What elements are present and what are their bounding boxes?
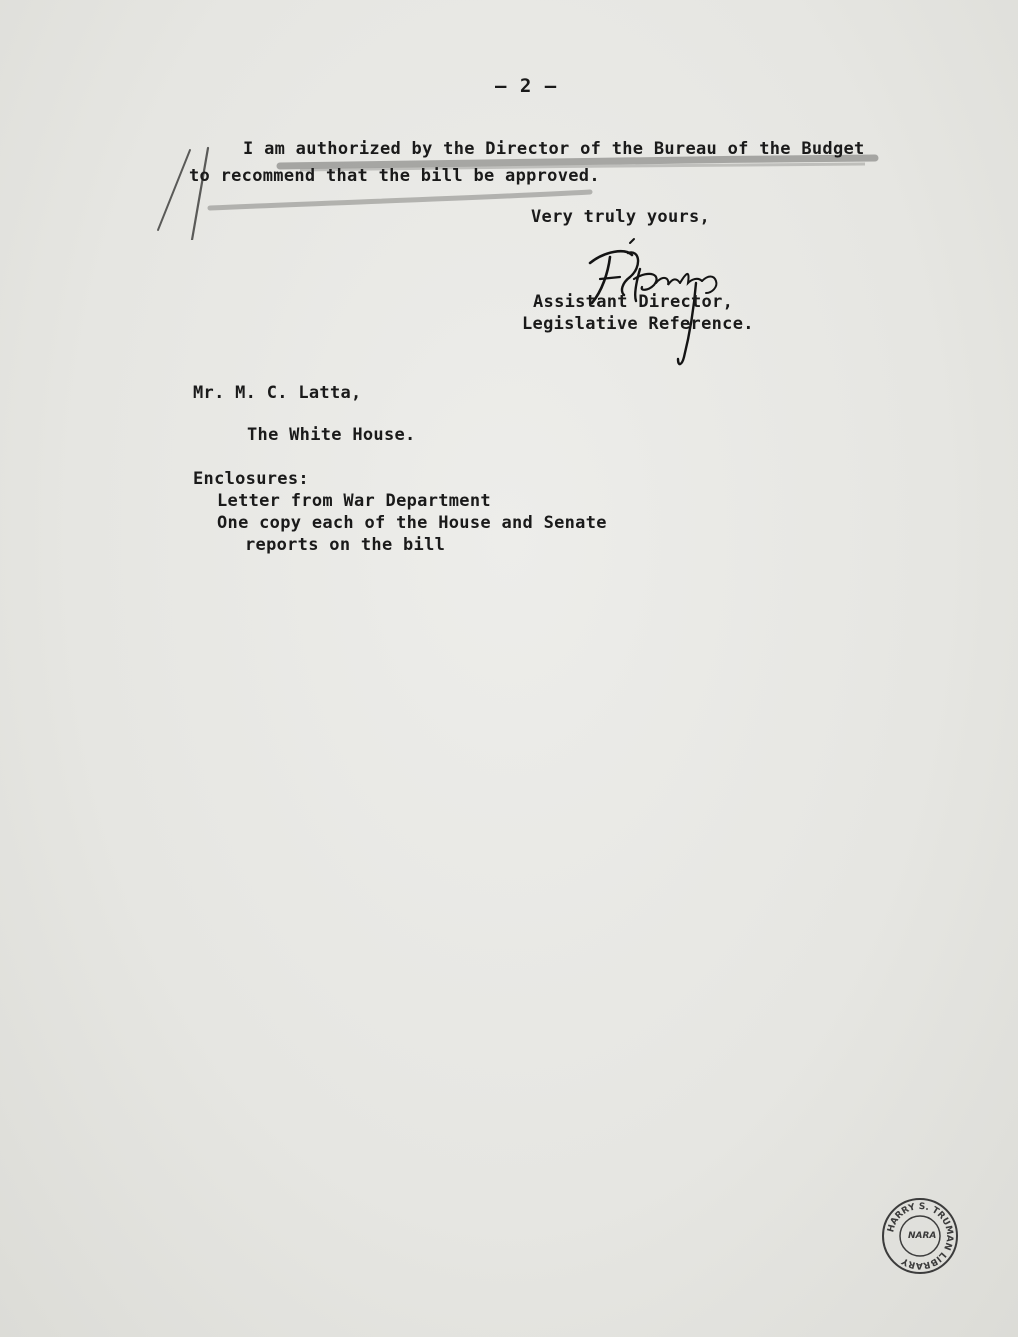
- body-line-1: I am authorized by the Director of the Bureau of the Budget: [243, 139, 865, 159]
- enclosure-item: Letter from War Department: [217, 491, 491, 511]
- enclosure-item: reports on the bill: [245, 535, 446, 555]
- enclosure-item: One copy each of the House and Senate: [217, 513, 607, 533]
- addressee-place: The White House.: [247, 425, 416, 445]
- signer-title-line-2: Legislative Reference.: [522, 314, 754, 334]
- enclosures-heading: Enclosures:: [193, 469, 309, 489]
- addressee-name: Mr. M. C. Latta,: [193, 383, 362, 403]
- closing: Very truly yours,: [531, 207, 711, 227]
- stamp-center-text: NARA: [908, 1231, 937, 1241]
- body-line-2: to recommend that the bill be approved.: [189, 166, 600, 186]
- stamp-ring-text: HARRY S. TRUMAN LIBRARY: [886, 1201, 955, 1271]
- page-number: – 2 –: [495, 75, 558, 97]
- signer-title-line-1: Assistant Director,: [533, 292, 734, 312]
